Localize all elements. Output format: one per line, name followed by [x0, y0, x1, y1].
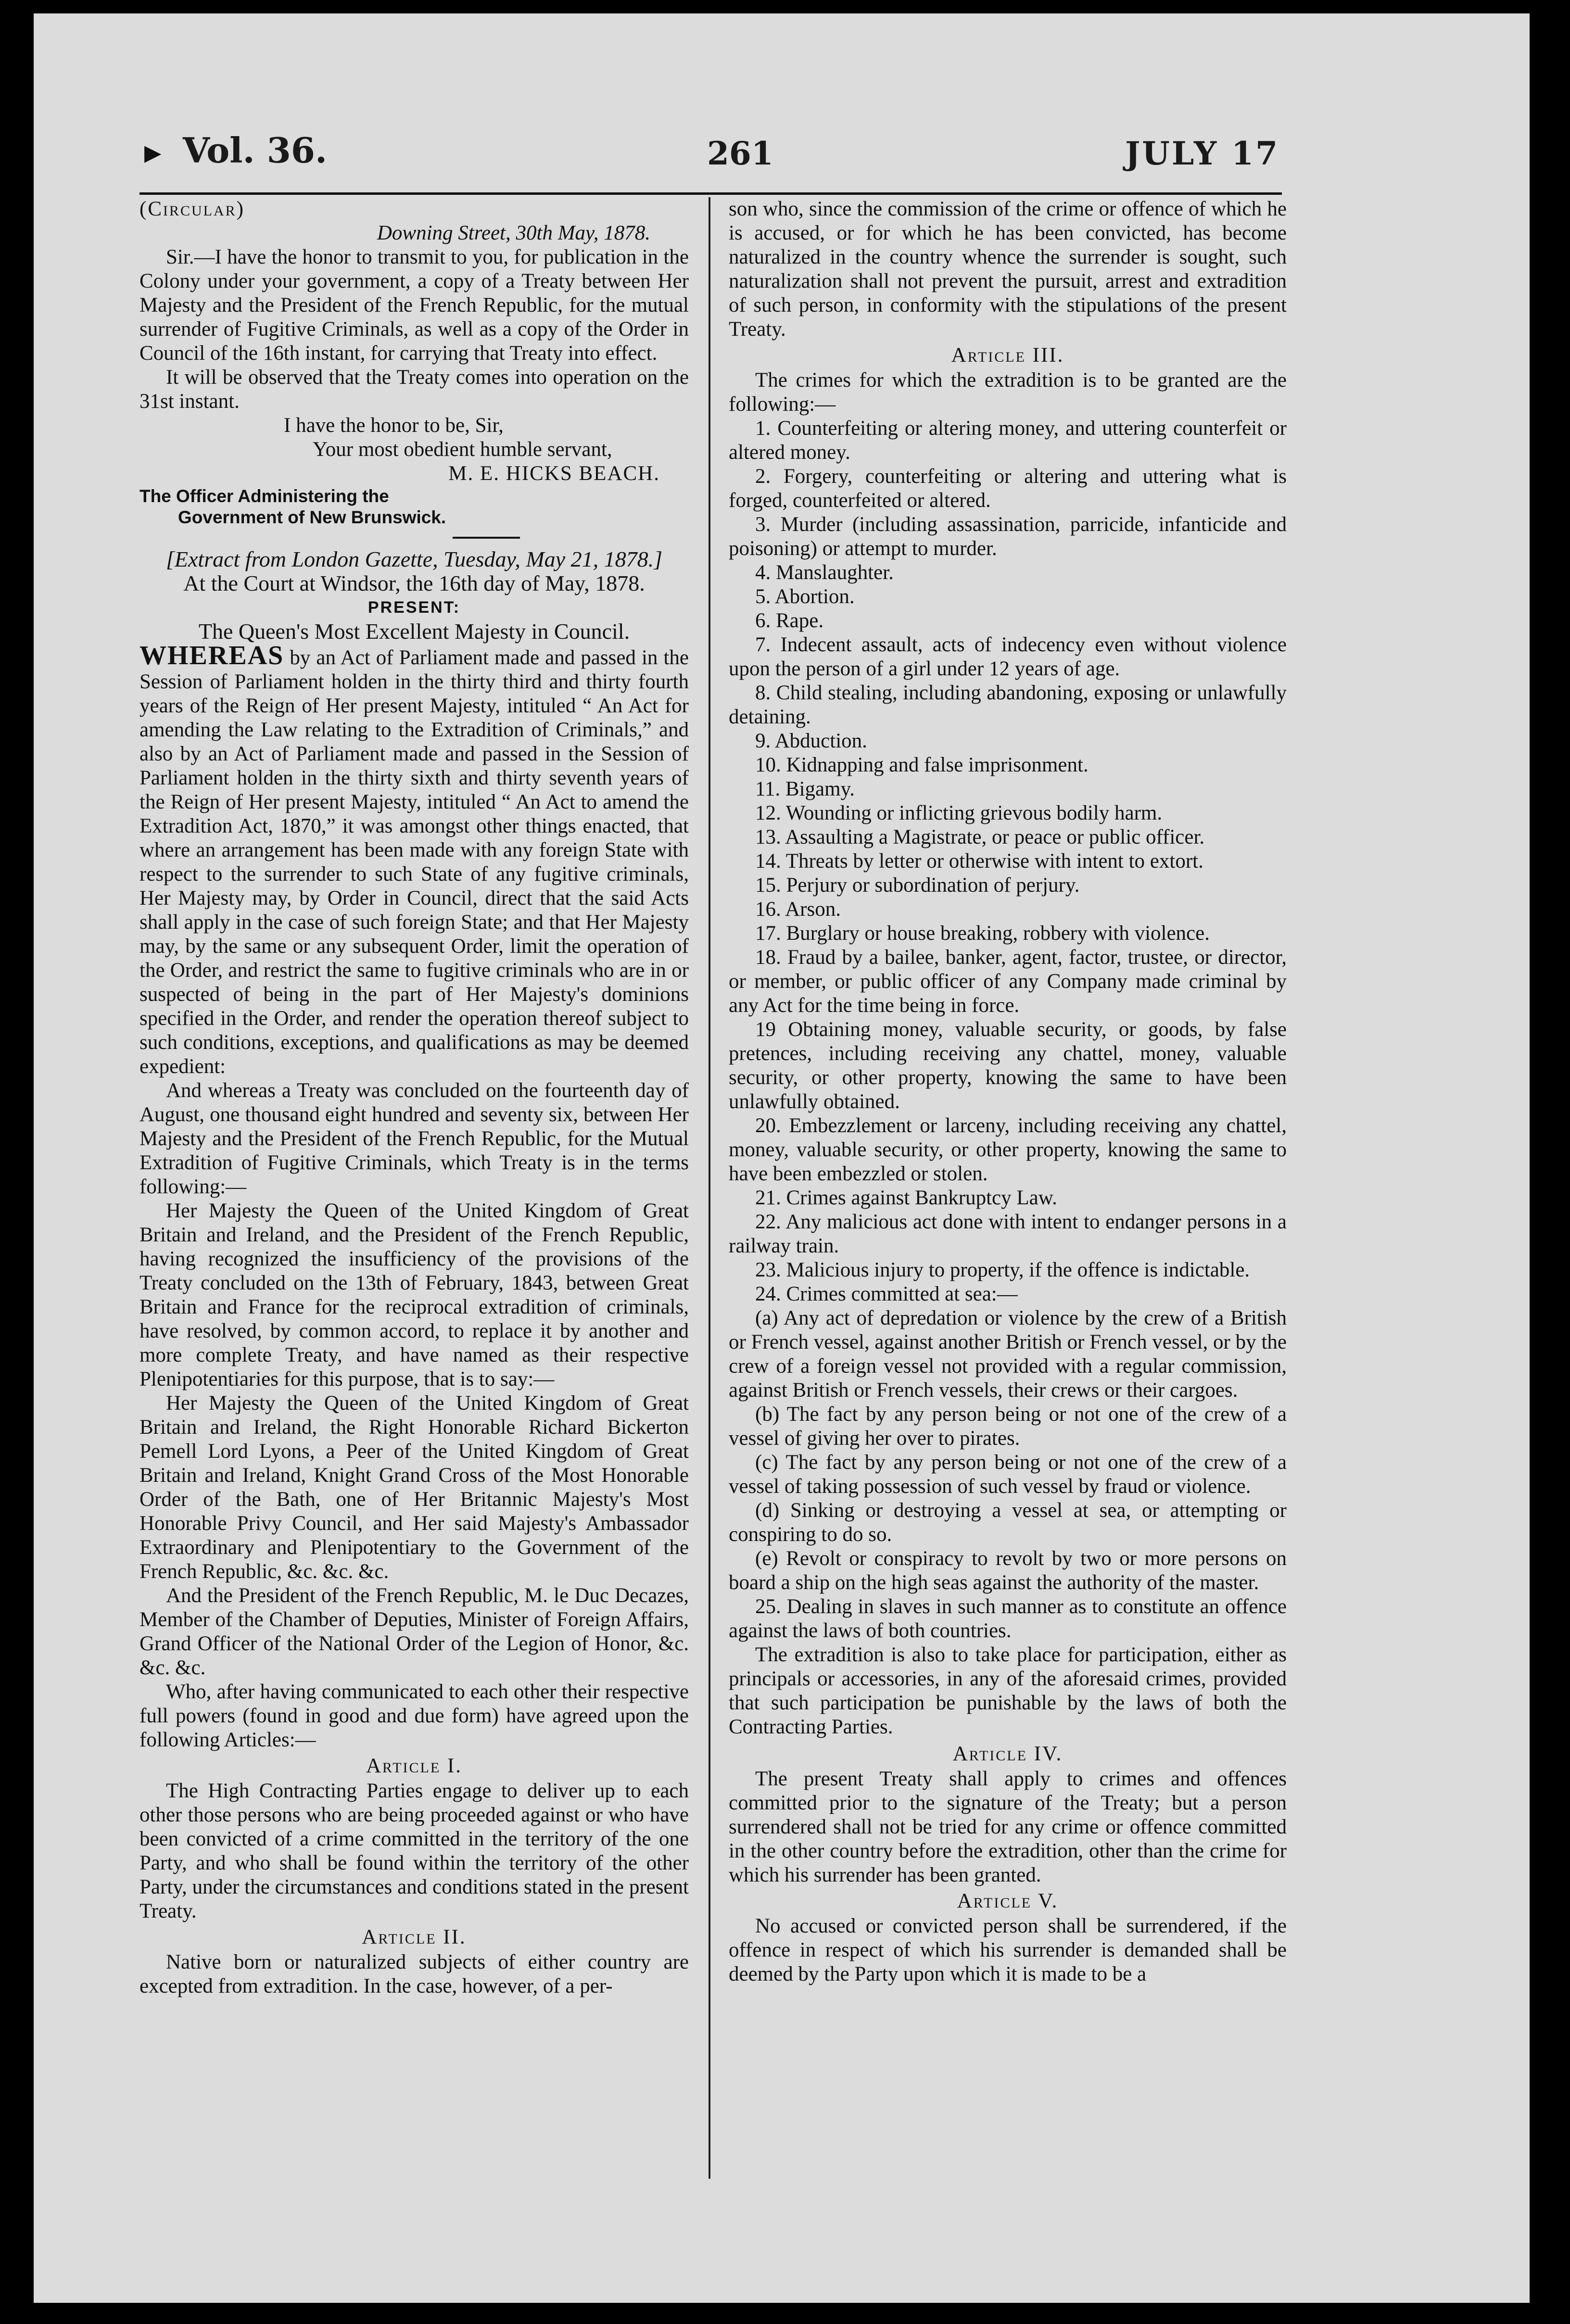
addressee: Government of New Brunswick. [178, 507, 446, 527]
list-item: 17. Burglary or house breaking, robbery with violence. [755, 922, 1210, 945]
list-item: 15. Perjury or subordination of perjury. [755, 874, 1080, 897]
whereas-word: WHEREAS [139, 641, 284, 670]
list-item: 4. Manslaughter. [755, 561, 894, 584]
circular-label: (Circular) [139, 198, 245, 220]
letter-paragraph: It will be observed that the Treaty comes into operation on the 31st instant. [139, 366, 689, 413]
list-item: (a) Any act of depredation or violence by the crew of a British or French vessel, against another British or French vessel, or by the crew of a foreign vessel not provided with a regular commission, against British or French vessels, their crews or their cargoes. [729, 1307, 1287, 1402]
article-heading: Article I. [366, 1755, 463, 1777]
column-divider [709, 197, 710, 2179]
sea-crime-list [729, 1306, 1287, 1595]
right-column [729, 197, 1287, 1986]
list-item: 2. Forgery, counterfeiting or altering and uttering what is forged, counterfeited or altered. [729, 465, 1287, 512]
body-paragraph: And the President of the French Republic, M. le Duc Decazes, Member of the Chamber of Deputies, Minister of Foreign Affairs, Grand Officer of the National Order of the Legion of Honor, &c. &c. &c. [139, 1584, 689, 1679]
list-item: 19 Obtaining money, valuable security, or goods, by false pretences, including receiving any chattel, money, valuable security, or other property, knowing the same to have been unlawfully obtained. [729, 1018, 1287, 1113]
list-item: (c) The fact by any person being or not one of the crew of a vessel of taking possession of such vessel by fraud or violence. [729, 1451, 1287, 1498]
whereas-paragraph [139, 641, 689, 1079]
queen-line: The Queen's Most Excellent Majesty in Council. [198, 619, 630, 644]
list-item: 11. Bigamy. [755, 778, 855, 800]
body-paragraph: Her Majesty the Queen of the United Kingdom of Great Britain and Ireland, the Right Honorable Richard Bickerton Pemell Lord Lyons, a Peer of the United Kingdom of Great Britain and Ireland, Knight Grand Cross of the Most Honorable Order of the Bath, one of Her Britannic Majesty's Most Honorable Privy Council, and Her said Majesty's Ambassador Extraordinary and Plenipotentiary to the Government of the French Republic, &c. &c. &c. [139, 1392, 689, 1583]
list-item: (d) Sinking or destroying a vessel at sea, or attempting or conspiring to do so. [729, 1499, 1287, 1546]
article-text: Native born or naturalized subjects of either country are excepted from extradition. In the case, however, of a per- [139, 1951, 689, 1997]
section-rule [453, 537, 520, 539]
article-text: The present Treaty shall apply to crimes and offences committed prior to the signature of the Treaty; but a person surrendered shall not be tried for any crime or offence committed in the other country before the extradition, other than the crime for which his surrender has been granted. [729, 1768, 1287, 1886]
list-item: 22. Any malicious act done with intent to endanger persons in a railway train. [729, 1211, 1287, 1257]
list-item: 1. Counterfeiting or altering money, and uttering counterfeit or altered money. [729, 417, 1287, 464]
header-rule [139, 192, 1282, 195]
list-item: 3. Murder (including assassination, parricide, infanticide and poisoning) or attempt to murder. [729, 513, 1287, 560]
article-text: The High Contracting Parties engage to deliver up to each other those persons who are being proceeded against or who have been convicted of a crime committed in the territory of the one Party, and who shall be found within the territory of the other Party, under the circumstances and conditions stated in the present Treaty. [139, 1780, 689, 1922]
list-item: 8. Child stealing, including abandoning, exposing or unlawfully detaining. [729, 682, 1287, 728]
whereas-text: by an Act of Parliament made and passed in the Session of Parliament holden in the thirty third and thirty fourth years of the Reign of Her present Majesty, intituled “ An Act for amending the Law relating to the Extradition of Criminals,” and also by an Act of Parliament made and passed in the Session of Parliament holden in the thirty sixth and thirty seventh years of the Reign of Her present Majesty, intituled “ An Act to amend the Extradition Act, 1870,” it was amongst other things enacted, that where an arrangement has been made with any foreign State with respect to the surrender to such State of any fugitive criminals, Her Majesty may, by Order in Council, direct that the said Acts shall apply in the case of such foreign State; and that Her Majesty may, by the same or any subsequent Order, limit the operation of the Order, and restrict the same to fugitive criminals who are in or suspected of being in the part of Her Majesty's dominions specified in the Order, and render the operation thereof subject to such conditions, exceptions, and qualifications as may be deemed expedient: [139, 646, 689, 1078]
gazette-extract: [Extract from London Gazette, Tuesday, May 21, 1878.] [166, 547, 662, 571]
list-item: (e) Revolt or conspiracy to revolt by two or more persons on board a ship on the high seas against the authority of the master. [729, 1547, 1287, 1594]
left-column [139, 197, 689, 1998]
list-item: 7. Indecent assault, acts of indecency even without violence upon the person of a girl under 12 years of age. [729, 633, 1287, 680]
list-item: 20. Embezzlement or larceny, including receiving any chattel, money, valuable security, or other property, knowing the same to have been embezzled or stolen. [729, 1114, 1287, 1185]
list-item: (b) The fact by any person being or not one of the crew of a vessel of giving her over to pirates. [729, 1403, 1287, 1450]
list-item: 6. Rape. [755, 609, 824, 632]
list-item: 23. Malicious injury to property, if the offence is indictable. [755, 1259, 1250, 1281]
signature: M. E. HICKS BEACH. [448, 462, 660, 485]
body-paragraph: Her Majesty the Queen of the United Kingdom of Great Britain and Ireland, and the President of the French Republic, having recognized the insufficiency of the provisions of the Treaty concluded on the 13th of February, 1843, between Great Britain and France for the reciprocal extradition of criminals, have resolved, by common accord, to replace it by another and more complete Treaty, and have named as their respective Plenipotentiaries for this purpose, that is to say:— [139, 1200, 689, 1390]
body-paragraph: Who, after having communicated to each other their respective full powers (found in good and due form) have agreed upon the following Articles:— [139, 1680, 689, 1751]
body-paragraph: And whereas a Treaty was concluded on the fourteenth day of August, one thousand eight hundred and seventy six, between Her Majesty and the President of the French Republic, for the Mutual Extradition of Fugitive Criminals, which Treaty is in the terms following:— [139, 1079, 689, 1198]
page-number: 261 [707, 135, 773, 172]
continued-text: son who, since the commission of the crime or offence of which he is accused, or for which he has been convicted, has become naturalized in the country whence the surrender is sought, such naturalization shall not prevent the pursuit, arrest and extradition of such person, in conformity with the stipulations of the present Treaty. [729, 198, 1287, 341]
list-item: 12. Wounding or inflicting grievous bodily harm. [755, 802, 1163, 824]
article-text: No accused or convicted person shall be surrendered, if the offence in respect of which his surrender is demanded shall be deemed by the Party upon which it is made to be a [729, 1915, 1287, 1985]
court-line: At the Court at Windsor, the 16th day of May, 1878. [183, 571, 645, 595]
list-item: 18. Fraud by a bailee, banker, agent, factor, trustee, or director, or member, or public officer of any Company made criminal by any Act for the time being in force. [729, 946, 1287, 1017]
list-item: 13. Assaulting a Magistrate, or peace or public officer. [755, 826, 1205, 848]
list-item: 14. Threats by letter or otherwise with intent to extort. [755, 850, 1203, 872]
addressee: The Officer Administering the [139, 486, 389, 506]
article-text: The crimes for which the extradition is to be granted are the following:— [729, 369, 1287, 416]
volume-label: Vol. 36. [183, 130, 328, 171]
list-item: 25. Dealing in slaves in such manner as to constitute an offence against the laws of both countries. [729, 1595, 1287, 1642]
issue-date: JULY 17 [1125, 135, 1279, 172]
crime-list [729, 417, 1287, 1306]
closing-line: I have the honor to be, Sir, [284, 414, 504, 437]
list-item: 21. Crimes against Bankruptcy Law. [755, 1187, 1057, 1209]
page-header [139, 120, 1279, 188]
list-item: 24. Crimes committed at sea:— [755, 1283, 1018, 1305]
letter-paragraph: Sir.—I have the honor to transmit to you, for publication in the Colony under your government, a copy of a Treaty between Her Majesty and the President of the French Republic, for the mutual surrender of Fugitive Criminals, as well as a copy of the Order in Council of the 16th instant, for carrying that Treaty into effect. [139, 246, 689, 365]
list-item: 5. Abortion. [755, 585, 855, 608]
article-heading: Article II. [362, 1926, 467, 1948]
present-label: PRESENT: [367, 598, 461, 617]
list-item: 10. Kidnapping and false imprisonment. [755, 754, 1089, 776]
article-text: The extradition is also to take place for participation, either as principals or accessories, in any of the aforesaid crimes, provided that such participation be punishable by the laws of both the Contracting Parties. [729, 1643, 1287, 1738]
article-heading: Article V. [957, 1890, 1059, 1912]
margin-mark: ▶ [144, 139, 162, 165]
closing-line: Your most obedient humble servant, [313, 438, 612, 461]
dateline: Downing Street, 30th May, 1878. [377, 222, 650, 244]
article-heading: Article III. [951, 344, 1064, 366]
list-item: 9. Abduction. [755, 730, 867, 752]
list-item: 16. Arson. [755, 898, 841, 921]
article-heading: Article IV. [952, 1743, 1063, 1765]
